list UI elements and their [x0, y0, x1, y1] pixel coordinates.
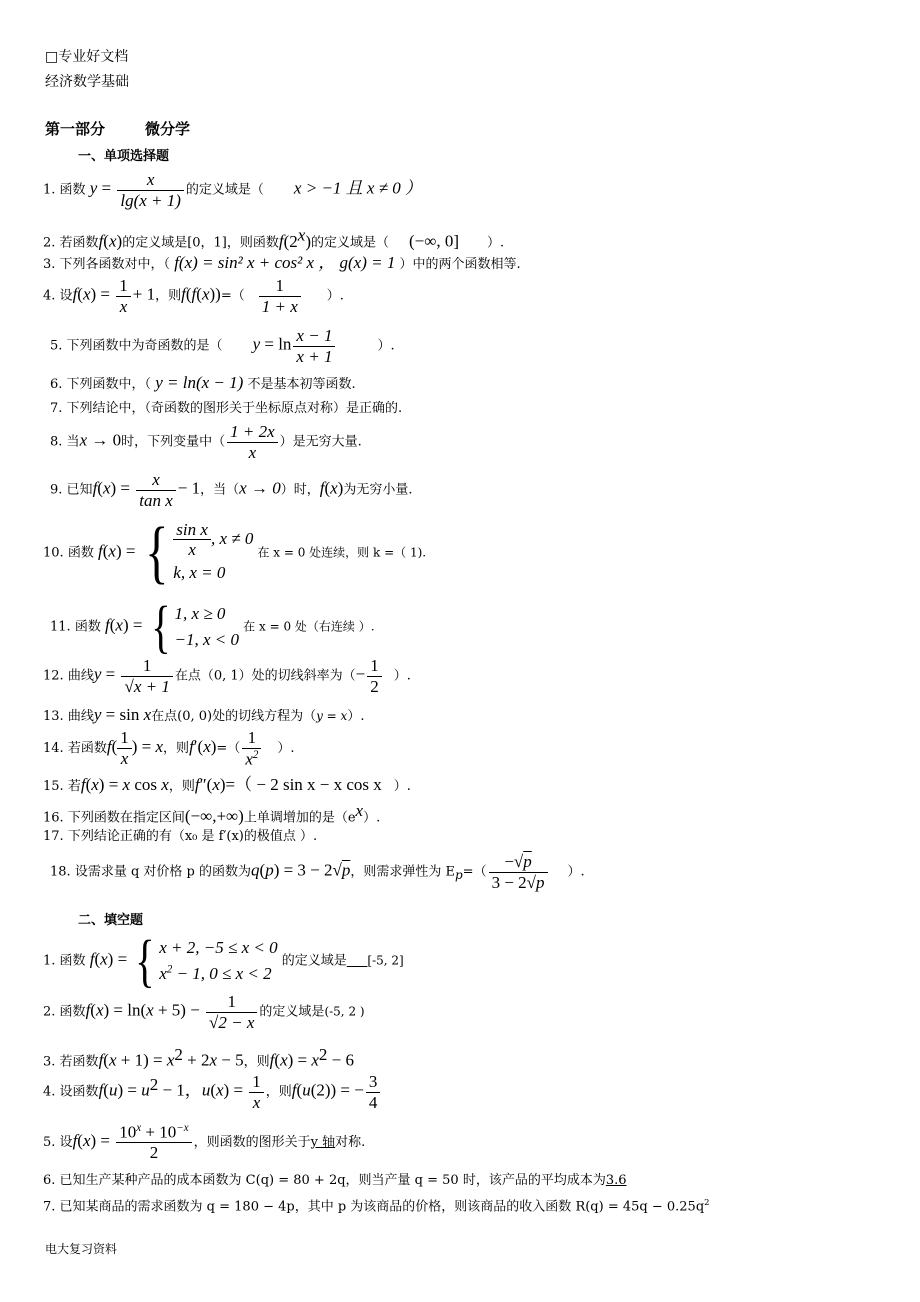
part-title — [45, 122, 190, 137]
fill-5: 5. 设f(x) = $\frac{10^x + 10^{-x}}{2}$ ，则函数的图形关于y 轴对称. — [43, 1122, 366, 1163]
question-15: 15. 若f(x) = x cos x，则f″(x)=（ − 2 sin x − x cos x ）. — [43, 775, 411, 794]
question-12: 12. 曲线y = $\frac{1}{√x + 1}$ 在点（0, 1）处的切线斜率为（− $\frac{1}{2}$ ）. — [43, 656, 411, 696]
question-2: 2. 若函数f(x)的定义域是[0，1]，则函数f(2$^x$)的定义域是（ (−∞, 0] ）. — [43, 225, 505, 251]
section-2-title: 二、填空题 — [78, 913, 144, 928]
question-14: 14. 若函数f( $\frac{1}{x}$ ) = x，则f′(x)=（ $\frac{1}{x^2}$ ）. — [43, 728, 295, 769]
question-3: 3. 下列各函数对中，（ f(x) = sin² x + cos² x ， g(x) = 1 ）中的两个函数相等. — [43, 253, 521, 272]
part-subject: 微分学 — [145, 120, 191, 138]
question-10: 10. 函数 f(x) = { $\frac{\text{sin x}}{x}$ , x ≠ 0 k, x = 0 在 x = 0 处连续，则 k =（ 1). — [43, 514, 427, 591]
section-1-title: 一、单项选择题 — [78, 149, 170, 164]
question-5: 5. 下列函数中为奇函数的是（ y = ln $\frac{x - 1}{x + 1}$ ）. — [50, 326, 395, 366]
question-8: 8. 当x → 0时，下列变量中（ $\frac{1 + 2x}{x}$ ）是无穷大量. — [50, 422, 362, 462]
question-16: 16. 下列函数在指定区间(−∞,+∞)上单调增加的是$(e^x)$. — [43, 801, 381, 826]
question-18: 18. 设需求量 q 对价格 p 的函数为q(p) = 3 − 2√p，则需求弹性为 $E_p=$（ $\frac{-√p}{3 - 2√p}$ ）. — [50, 852, 585, 892]
question-9: 9. 已知f(x) = $\frac{x}{\text{tan x}}$ − 1，当（x → 0）时，f(x)为无穷小量. — [50, 470, 413, 510]
fill-1: 1. 函数 f(x) = { x + 2, −5 ≤ x < 0 $x^2 - 1$, 0 ≤ x < 2 的定义域是 [-5, 2] — [43, 928, 404, 993]
fill-2: 2. 函数f(x) = ln(x + 5) − $\frac{1}{√2 - x}$ 的定义域是(-5, 2 ) — [43, 992, 365, 1032]
question-11: 11. 函数 f(x) = { 1, x ≥ 0 −1, x < 0 在 x = 0 处（右连续 ）. — [50, 594, 375, 659]
footer-text: 电大复习资料 — [45, 1242, 118, 1256]
fill-6: 6. 已知生产某种产品的成本函数为 C(q) = 80 + 2q，则当产量 q = 50 时，该产品的平均成本为3.6 — [43, 1173, 627, 1188]
question-6: 6. 下列函数中，（ y = ln(x − 1) 不是基本初等函数. — [50, 373, 356, 392]
fill-4: 4. 设函数$f(u) = u^2 - 1$，u(x) = $\frac{1}{x}$ ，则f(u(2)) = − $\frac{3}{4}$ — [43, 1072, 382, 1112]
fill-3: 3. 若函数$f(x + 1) = x^2 + 2x - 5$，则$f(x) = x^2 - 6$ — [43, 1045, 354, 1070]
header-line-1: □专业好文档 — [45, 49, 129, 65]
question-17: 17. 下列结论正确的有（x₀ 是 f′(x)的极值点 ）. — [43, 829, 318, 844]
question-4: 4. 设f(x) = $\frac{1}{x}$ + 1，则f(f(x))=（ $\frac{1}{1 + x}$ ）. — [43, 276, 344, 316]
question-1: 1. 函数 y = $\frac{x}{\lg(x + 1)}$ 的定义域是（ x > −1 且 x ≠ 0 ） — [43, 170, 423, 210]
header-line-2: 经济数学基础 — [45, 74, 129, 90]
part-label: 第一部分 — [45, 120, 106, 138]
fill-7: 7. 已知某商品的需求函数为 q = 180 − 4p，其中 p 为该商品的价格，则该商品的收入函数 $R(q) = 45q - 0.25q^2$ — [43, 1197, 710, 1215]
question-7: 7. 下列结论中，（奇函数的图形关于坐标原点对称）是正确的. — [50, 401, 403, 416]
question-13: 13. 曲线y = sin x在点(0, 0)处的切线方程为（y = x）. — [43, 705, 365, 724]
